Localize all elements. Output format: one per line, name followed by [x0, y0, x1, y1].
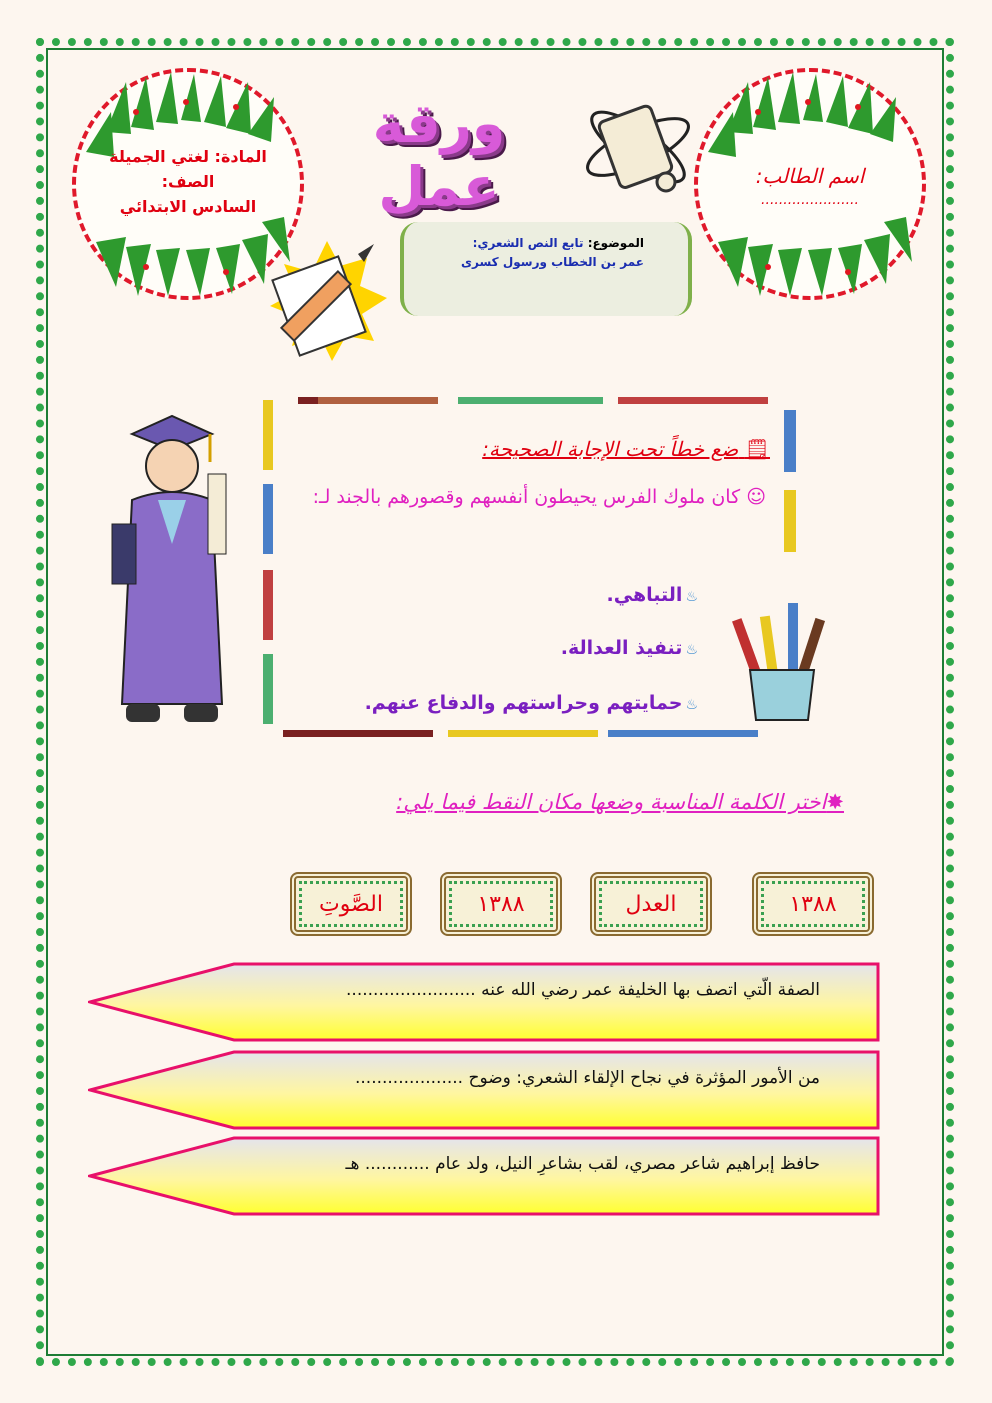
student-name-area — [698, 164, 922, 208]
question1-stem-text: كان ملوك الفرس يحيطون أنفسهم وقصورهم بالجند لـ: — [312, 486, 741, 508]
student-wreath — [694, 68, 926, 300]
subject-info — [76, 144, 300, 219]
faucet-icon: ♨ — [685, 589, 698, 605]
question2-title — [270, 790, 844, 814]
pencil-cup-icon — [730, 598, 830, 724]
sentence-banner-3 — [88, 1136, 880, 1216]
option-text: التباهي. — [606, 584, 683, 606]
sentence-banner-1 — [88, 962, 880, 1042]
word-card-4[interactable]: الصَّوتِ — [290, 872, 412, 936]
notepad-pencil-icon — [262, 236, 392, 366]
topic-value-line2: عمر بن الخطاب ورسول كسرى — [461, 255, 644, 269]
question1-title — [400, 437, 770, 461]
arrow-banner-shape — [88, 1136, 880, 1216]
option-3[interactable] — [298, 692, 698, 714]
worksheet-title: ورقة عمل — [372, 92, 506, 218]
sparkle-icon: ✸ — [826, 790, 844, 814]
question1-title-text: ضع خطاً تحت الإجابة الصحيحة: — [482, 437, 739, 461]
topic-label: الموضوع: — [587, 236, 644, 250]
sentence-1: الصفة الّتي اتصف بها الخليفة عمر رضي الله عنه ........................ — [346, 980, 820, 1000]
faucet-icon: ♨ — [685, 642, 698, 658]
graduate-student-icon — [92, 404, 248, 736]
topic-value-line1: تابع النص الشعري: — [472, 236, 584, 250]
question2-title-text: اختر الكلمة المناسبة وضعها مكان النقط فيما يلي: — [396, 790, 827, 814]
option-1[interactable] — [298, 584, 698, 606]
scroll-atom-icon — [578, 92, 698, 202]
sentence-2: من الأمور المؤثرة في نجاح الإلقاء الشعري: وضوح .................... — [354, 1068, 820, 1088]
word-card-2[interactable]: العدل — [590, 872, 712, 936]
sentence-banner-2 — [88, 1050, 880, 1130]
word-card-3[interactable]: ١٣٨٨ — [440, 872, 562, 936]
student-label: اسم الطالب: — [755, 164, 865, 188]
student-name-blank: ...................... — [761, 192, 859, 208]
word-card-1[interactable]: ١٣٨٨ — [752, 872, 874, 936]
notebook-icon: 🗒 — [744, 437, 770, 461]
arrow-banner-shape — [88, 1050, 880, 1130]
faucet-icon: ♨ — [685, 697, 698, 713]
subject-line: المادة: لغتي الجميلة — [109, 147, 267, 166]
class-label: الصف: — [161, 172, 215, 191]
option-text: حمايتهم وحراستهم والدفاع عنهم. — [364, 692, 683, 714]
question1-stem — [300, 482, 766, 512]
arrow-banner-shape — [88, 962, 880, 1042]
smiley-icon: ☺ — [746, 486, 766, 508]
class-value: السادس الابتدائي — [119, 197, 257, 216]
sentence-3: حافظ إبراهيم شاعر مصري، لقب بشاعرِ النيل، ولد عام ............ هـ — [345, 1154, 820, 1174]
topic-box — [400, 222, 692, 316]
option-2[interactable] — [298, 637, 698, 659]
option-text: تنفيذ العدالة. — [560, 637, 683, 659]
